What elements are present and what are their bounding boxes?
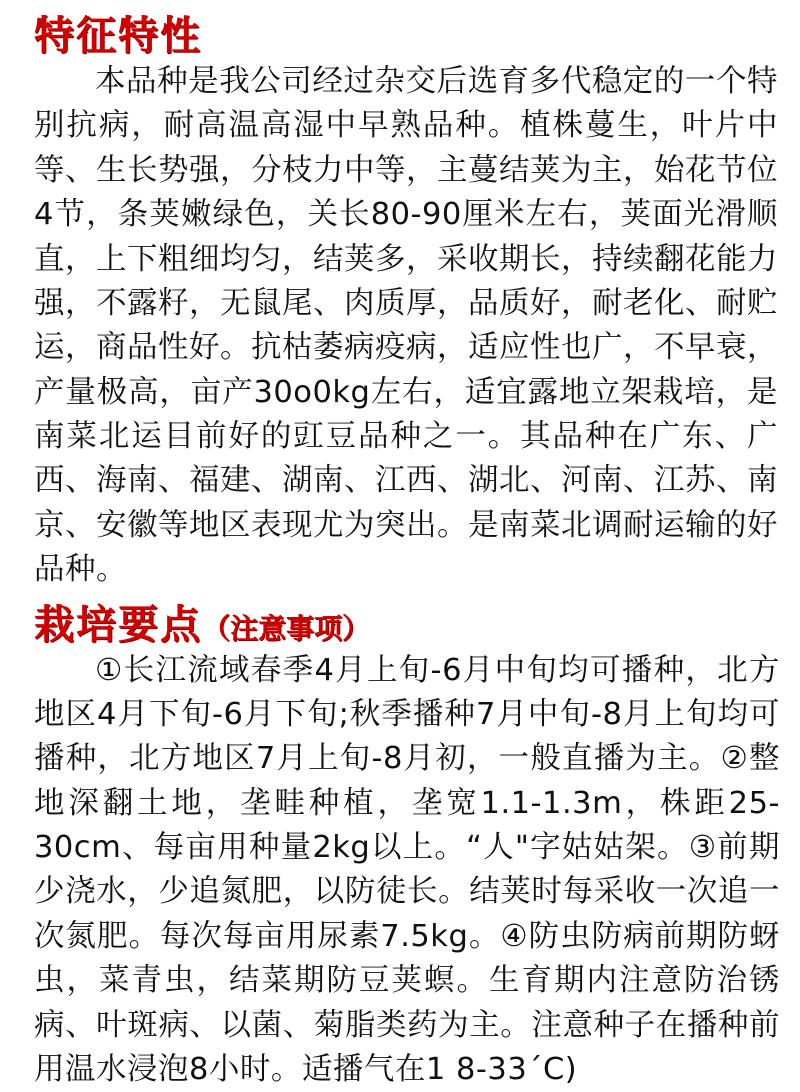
cultivation-heading-text: 栽培要点	[34, 601, 202, 648]
section-cultivation	[34, 603, 782, 1092]
features-body-text: 本品种是我公司经过杂交后选育多代稳定的一个特别抗病，耐高温高湿中早熟品种。植株蔓生，叶片中等、生长势强，分枝力中等，主蔓结荚为主，始花节位4节，条荚嫩绿色，关长80-90厘米左右，荚面光滑顺直，上下粗细均匀，结荚多，采收期长，持续翻花能力强，不露籽，无鼠尾、肉质厚，品质好，耐老化、耐贮运，商品性好。抗枯萎病疫病，适应性也广，不早衰，产量极高，亩产30o0kg左右，适宜露地立架栽培，是南菜北运目前好的豇豆品种之一。其品种在广东、广西、海南、福建、湖南、江西、湖北、河南、江苏、南京、安徽等地区表现尤为突出。是南菜北调耐运输的好品种。	[34, 60, 782, 593]
cultivation-heading-sub: （注意事项）	[202, 612, 370, 645]
features-heading-text: 特征特性	[34, 12, 202, 59]
cultivation-heading	[34, 603, 782, 647]
cultivation-body-text: ①长江流域春季4月上旬-6月中旬均可播种，北方地区4月下旬-6月下旬;秋季播种7月中旬-8月上旬均可播种，北方地区7月上旬-8月初，一般直播为主。②整地深翻土地，垄畦种植，垄宽1.1-1.3m，株距25-30cm、每亩用种量2kg以上。“人"字姑姑架。③前期少浇水，少追氮肥，以防徒长。结荚时每采收一次追一次氮肥。每次每亩用尿素7.5kg。④防虫防病前期防蚜虫，菜青虫，结菜期防豆荚螟。生育期内注意防治锈病、叶斑病、以菌、菊脂类药为主。注意种子在播种前用温水浸泡8小时。适播气在1 8-33´C)	[34, 649, 782, 1092]
features-heading	[34, 14, 782, 58]
section-features	[34, 14, 782, 593]
